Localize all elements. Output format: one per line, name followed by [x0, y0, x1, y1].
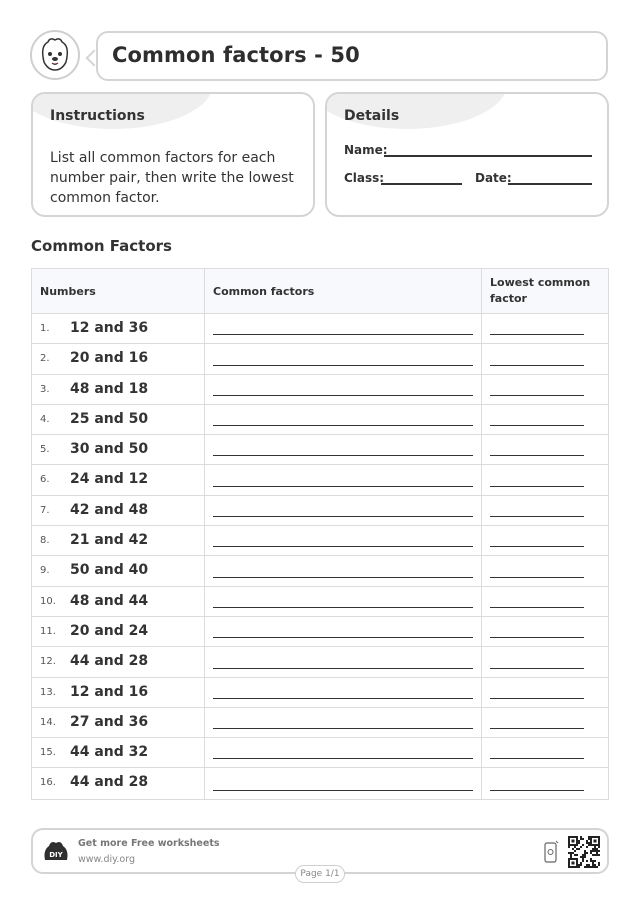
name-field[interactable] [384, 155, 592, 157]
numbers-cell [32, 647, 205, 676]
table-row [32, 465, 608, 495]
common-factors-answer-line[interactable] [213, 758, 473, 759]
numbers-cell [32, 556, 205, 585]
class-label: Class: [344, 171, 385, 185]
numbers-cell [32, 375, 205, 404]
common-factors-answer-line[interactable] [213, 334, 473, 335]
date-label: Date: [475, 171, 512, 185]
common-factors-cell [205, 405, 482, 434]
name-label: Name: [344, 143, 388, 157]
details-heading: Details [344, 108, 400, 124]
common-factors-cell [205, 314, 482, 343]
lowest-common-factor-cell [482, 314, 608, 343]
lowest-common-factor-answer-line[interactable] [490, 334, 584, 335]
table-row [32, 768, 608, 798]
class-field[interactable] [381, 183, 462, 185]
common-factors-cell [205, 738, 482, 767]
common-factors-answer-line[interactable] [213, 637, 473, 638]
number-pair: 21 and 42 [70, 532, 149, 549]
number-pair: 48 and 44 [70, 592, 149, 609]
numbers-cell [32, 678, 205, 707]
numbers-cell [32, 768, 205, 798]
table-row [32, 496, 608, 526]
number-pair: 42 and 48 [70, 501, 149, 518]
number-pair: 20 and 24 [70, 622, 149, 639]
lowest-common-factor-answer-line[interactable] [490, 516, 584, 517]
mascot-avatar [30, 30, 80, 80]
lowest-common-factor-answer-line[interactable] [490, 668, 584, 669]
numbers-cell [32, 708, 205, 737]
lowest-common-factor-answer-line[interactable] [490, 546, 584, 547]
lowest-common-factor-cell [482, 738, 608, 767]
row-number: 2. [40, 353, 50, 365]
common-factors-cell [205, 587, 482, 616]
common-factors-answer-line[interactable] [213, 546, 473, 547]
phone-icon [543, 840, 559, 864]
lowest-common-factor-answer-line[interactable] [490, 728, 584, 729]
common-factors-cell [205, 465, 482, 494]
table-row [32, 708, 608, 738]
lowest-common-factor-answer-line[interactable] [490, 790, 584, 791]
common-factors-cell [205, 768, 482, 798]
common-factors-answer-line[interactable] [213, 516, 473, 517]
table-body [32, 314, 608, 799]
instructions-card [31, 92, 315, 217]
table-row [32, 375, 608, 405]
lowest-common-factor-cell [482, 526, 608, 555]
common-factors-cell [205, 678, 482, 707]
numbers-cell [32, 344, 205, 373]
lowest-common-factor-cell [482, 496, 608, 525]
common-factors-answer-line[interactable] [213, 425, 473, 426]
lowest-common-factor-answer-line[interactable] [490, 637, 584, 638]
table-header [32, 269, 608, 314]
row-number: 11. [40, 625, 56, 637]
instructions-text: List all common factors for each number pair, then write the lowest common factor. [50, 150, 294, 206]
row-number: 4. [40, 413, 50, 425]
common-factors-answer-line[interactable] [213, 668, 473, 669]
factors-table [31, 268, 609, 800]
row-number: 16. [40, 777, 56, 789]
page-indicator: Page 1/1 [295, 865, 345, 883]
numbers-cell [32, 314, 205, 343]
common-factors-cell [205, 496, 482, 525]
number-pair: 24 and 12 [70, 471, 149, 488]
number-pair: 27 and 36 [70, 713, 149, 730]
row-number: 10. [40, 595, 56, 607]
lowest-common-factor-cell [482, 435, 608, 464]
common-factors-answer-line[interactable] [213, 698, 473, 699]
lowest-common-factor-cell [482, 375, 608, 404]
date-field[interactable] [508, 183, 592, 185]
lowest-common-factor-cell [482, 678, 608, 707]
table-row [32, 647, 608, 677]
common-factors-cell [205, 526, 482, 555]
lowest-common-factor-cell [482, 708, 608, 737]
lowest-common-factor-answer-line[interactable] [490, 365, 584, 366]
lowest-common-factor-answer-line[interactable] [490, 758, 584, 759]
numbers-cell [32, 435, 205, 464]
lowest-common-factor-answer-line[interactable] [490, 486, 584, 487]
table-row [32, 344, 608, 374]
lowest-common-factor-cell [482, 465, 608, 494]
numbers-cell [32, 405, 205, 434]
page-title: Common factors - 50 [112, 43, 360, 67]
lowest-common-factor-cell [482, 647, 608, 676]
row-number: 7. [40, 504, 50, 516]
section-title: Common Factors [31, 237, 172, 255]
numbers-cell [32, 465, 205, 494]
header-common-factors: Common factors [205, 269, 482, 313]
common-factors-answer-line[interactable] [213, 486, 473, 487]
row-number: 15. [40, 747, 56, 759]
numbers-cell [32, 617, 205, 646]
lowest-common-factor-answer-line[interactable] [490, 455, 584, 456]
table-row [32, 738, 608, 768]
common-factors-answer-line[interactable] [213, 577, 473, 578]
common-factors-answer-line[interactable] [213, 455, 473, 456]
lowest-common-factor-cell [482, 768, 608, 798]
table-row [32, 678, 608, 708]
number-pair: 30 and 50 [70, 441, 149, 458]
common-factors-cell [205, 344, 482, 373]
common-factors-cell [205, 708, 482, 737]
row-number: 12. [40, 656, 56, 668]
lowest-common-factor-cell [482, 405, 608, 434]
table-row [32, 617, 608, 647]
lowest-common-factor-answer-line[interactable] [490, 577, 584, 578]
lowest-common-factor-cell [482, 617, 608, 646]
numbers-cell [32, 587, 205, 616]
footer-promo: Get more Free worksheets [78, 838, 220, 849]
header-numbers: Numbers [32, 269, 205, 313]
title-box [96, 31, 608, 81]
number-pair: 20 and 16 [70, 350, 149, 367]
lowest-common-factor-answer-line[interactable] [490, 395, 584, 396]
logo-text: DIY [49, 851, 63, 859]
row-number: 14. [40, 716, 56, 728]
common-factors-answer-line[interactable] [213, 365, 473, 366]
table-row [32, 526, 608, 556]
lowest-common-factor-answer-line[interactable] [490, 698, 584, 699]
lowest-common-factor-answer-line[interactable] [490, 607, 584, 608]
common-factors-cell [205, 375, 482, 404]
table-row [32, 314, 608, 344]
instructions-heading: Instructions [50, 108, 145, 124]
number-pair: 25 and 50 [70, 410, 149, 427]
lowest-common-factor-cell [482, 587, 608, 616]
lowest-common-factor-cell [482, 556, 608, 585]
common-factors-cell [205, 435, 482, 464]
common-factors-cell [205, 617, 482, 646]
common-factors-answer-line[interactable] [213, 395, 473, 396]
number-pair: 50 and 40 [70, 562, 149, 579]
table-row [32, 587, 608, 617]
number-pair: 48 and 18 [70, 380, 149, 397]
common-factors-answer-line[interactable] [213, 607, 473, 608]
row-number: 13. [40, 686, 56, 698]
common-factors-answer-line[interactable] [213, 790, 473, 791]
row-number: 9. [40, 565, 50, 577]
numbers-cell [32, 496, 205, 525]
row-number: 3. [40, 383, 50, 395]
number-pair: 44 and 28 [70, 774, 149, 791]
common-factors-cell [205, 556, 482, 585]
numbers-cell [32, 526, 205, 555]
row-number: 1. [40, 323, 50, 334]
numbers-cell [32, 738, 205, 767]
qr-code-icon [568, 836, 600, 868]
number-pair: 12 and 36 [70, 320, 149, 336]
table-row [32, 435, 608, 465]
row-number: 5. [40, 444, 50, 456]
table-row [32, 405, 608, 435]
mascot-face-icon [32, 32, 78, 78]
details-card [325, 92, 609, 217]
header-lowest-common-factor: Lowest common factor [490, 276, 591, 305]
number-pair: 12 and 16 [70, 683, 149, 700]
lowest-common-factor-cell [482, 344, 608, 373]
lowest-common-factor-answer-line[interactable] [490, 425, 584, 426]
common-factors-answer-line[interactable] [213, 728, 473, 729]
table-row [32, 556, 608, 586]
diy-logo-icon [43, 840, 69, 862]
row-number: 6. [40, 474, 50, 486]
row-number: 8. [40, 535, 50, 547]
footer-link[interactable]: www.diy.org [78, 854, 135, 865]
number-pair: 44 and 28 [70, 653, 149, 670]
number-pair: 44 and 32 [70, 744, 149, 761]
common-factors-cell [205, 647, 482, 676]
